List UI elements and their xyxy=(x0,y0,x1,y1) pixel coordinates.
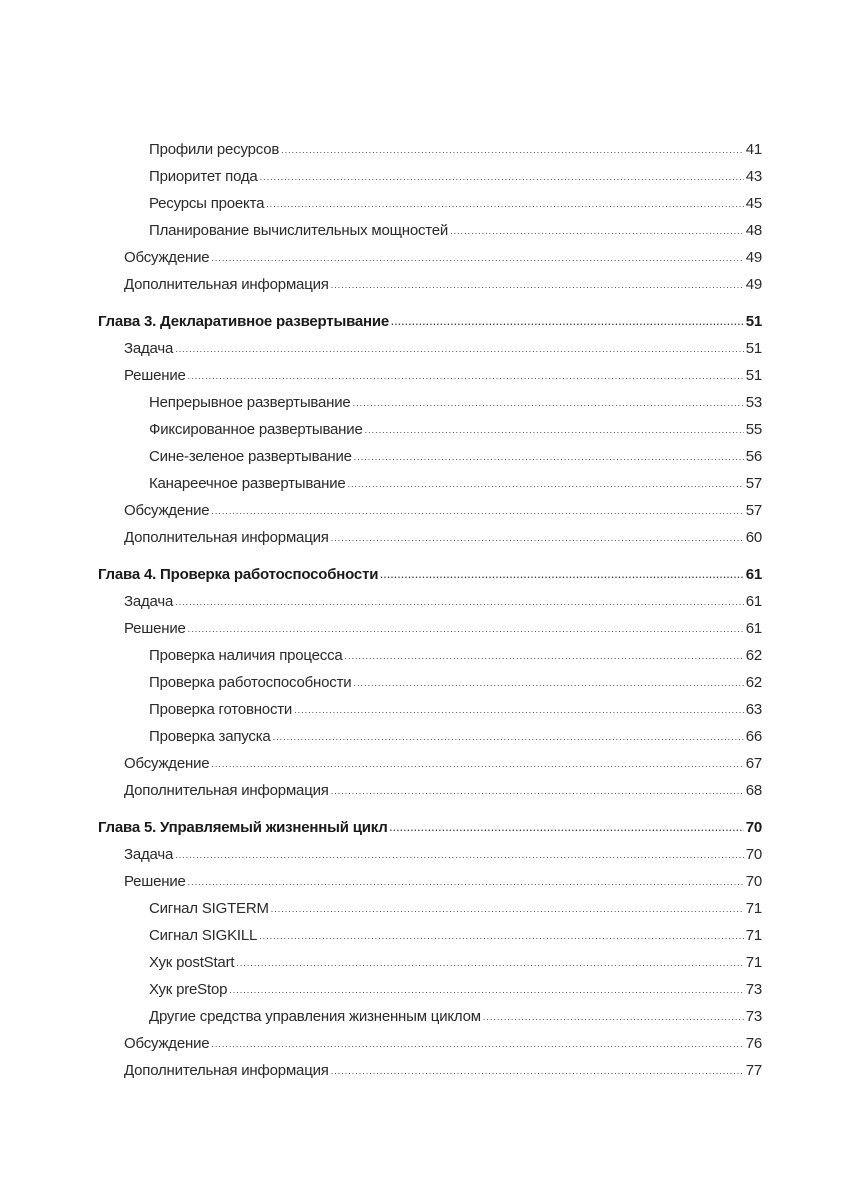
dot-leader xyxy=(188,616,744,643)
dot-leader xyxy=(211,1031,743,1058)
toc-entry-title: Проверка работоспособности xyxy=(149,674,352,691)
dot-leader xyxy=(390,815,744,842)
dot-leader xyxy=(483,1004,744,1031)
toc-page-number: 70 xyxy=(745,873,762,890)
toc-page-number: 51 xyxy=(745,340,762,357)
toc-page-number: 51 xyxy=(745,313,762,330)
toc-page-number: 70 xyxy=(745,846,762,863)
toc-subsection-entry[interactable] xyxy=(98,669,762,696)
chapter-spacer xyxy=(98,298,762,308)
toc-entry-title: Обсуждение xyxy=(124,502,210,519)
toc-entry-title: Планирование вычислительных мощностей xyxy=(149,222,449,239)
toc-section-entry[interactable] xyxy=(98,588,762,615)
toc-entry-title: Проверка запуска xyxy=(149,728,271,745)
toc-entry-title: Хук postStart xyxy=(149,954,235,971)
toc-page-number: 71 xyxy=(745,927,762,944)
toc-entry-title: Сигнал SIGKILL xyxy=(149,927,258,944)
toc-section-entry[interactable] xyxy=(98,1030,762,1057)
toc-page-number: 68 xyxy=(745,782,762,799)
toc-subsection-entry[interactable] xyxy=(98,443,762,470)
dot-leader xyxy=(175,336,744,363)
toc-entry-title: Проверка готовности xyxy=(149,701,293,718)
dot-leader xyxy=(211,498,743,525)
dot-leader xyxy=(188,363,744,390)
toc-page-number: 63 xyxy=(745,701,762,718)
toc-page-number: 57 xyxy=(745,475,762,492)
toc-entry-title: Другие средства управления жизненным циклом xyxy=(149,1008,481,1025)
toc-section-entry[interactable] xyxy=(98,1057,762,1084)
dot-leader xyxy=(281,137,744,164)
dot-leader xyxy=(175,589,744,616)
dot-leader xyxy=(229,977,743,1004)
toc-chapter-entry[interactable] xyxy=(98,814,762,841)
toc-entry-title: Сигнал SIGTERM xyxy=(149,900,269,917)
toc-section-entry[interactable] xyxy=(98,497,762,524)
toc-entry-title: Задача xyxy=(124,846,174,863)
toc-entry-title: Проверка наличия процесса xyxy=(149,647,343,664)
toc-page-number: 57 xyxy=(745,502,762,519)
toc-section-entry[interactable] xyxy=(98,335,762,362)
toc-page-number: 71 xyxy=(745,900,762,917)
dot-leader xyxy=(450,218,744,245)
toc-entry-title: Глава 4. Проверка работоспособности xyxy=(98,566,379,583)
toc-section-entry[interactable] xyxy=(98,750,762,777)
toc-subsection-entry[interactable] xyxy=(98,1003,762,1030)
toc-page-number: 77 xyxy=(745,1062,762,1079)
toc-entry-title: Решение xyxy=(124,873,186,890)
dot-leader xyxy=(211,245,743,272)
toc-page-number: 56 xyxy=(745,448,762,465)
toc-subsection-entry[interactable] xyxy=(98,922,762,949)
toc-subsection-entry[interactable] xyxy=(98,470,762,497)
toc-page-number: 55 xyxy=(745,421,762,438)
dot-leader xyxy=(348,471,744,498)
dot-leader xyxy=(175,842,744,869)
toc-entry-title: Обсуждение xyxy=(124,755,210,772)
dot-leader xyxy=(236,950,743,977)
toc-chapter-entry[interactable] xyxy=(98,308,762,335)
toc-page-number: 49 xyxy=(745,276,762,293)
dot-leader xyxy=(354,444,744,471)
toc-subsection-entry[interactable] xyxy=(98,949,762,976)
chapter-spacer xyxy=(98,551,762,561)
dot-leader xyxy=(259,923,744,950)
toc-page-number: 49 xyxy=(745,249,762,266)
toc-page-number: 61 xyxy=(745,566,762,583)
toc-subsection-entry[interactable] xyxy=(98,163,762,190)
toc-page-number: 66 xyxy=(745,728,762,745)
toc-page-number: 67 xyxy=(745,755,762,772)
toc-page-number: 60 xyxy=(745,529,762,546)
toc-entry-title: Обсуждение xyxy=(124,249,210,266)
toc-entry-title: Приоритет пода xyxy=(149,168,258,185)
dot-leader xyxy=(353,670,743,697)
dot-leader xyxy=(294,697,744,724)
dot-leader xyxy=(331,778,744,805)
toc-entry-title: Хук preStop xyxy=(149,981,228,998)
toc-page-number: 61 xyxy=(745,593,762,610)
toc-section-entry[interactable] xyxy=(98,271,762,298)
toc-entry-title: Канареечное развертывание xyxy=(149,475,346,492)
dot-leader xyxy=(266,191,743,218)
toc-entry-title: Дополнительная информация xyxy=(124,276,329,293)
toc-entry-title: Дополнительная информация xyxy=(124,1062,329,1079)
toc-entry-title: Решение xyxy=(124,620,186,637)
toc-section-entry[interactable] xyxy=(98,841,762,868)
toc-section-entry[interactable] xyxy=(98,524,762,551)
dot-leader xyxy=(380,562,743,589)
toc-page-number: 41 xyxy=(745,141,762,158)
toc-entry-title: Профили ресурсов xyxy=(149,141,280,158)
toc-section-entry[interactable] xyxy=(98,244,762,271)
toc-page-number: 70 xyxy=(745,819,762,836)
dot-leader xyxy=(211,751,743,778)
toc-subsection-entry[interactable] xyxy=(98,976,762,1003)
toc-subsection-entry[interactable] xyxy=(98,642,762,669)
toc-page-number: 48 xyxy=(745,222,762,239)
toc-entry-title: Решение xyxy=(124,367,186,384)
toc-page-number: 51 xyxy=(745,367,762,384)
toc-subsection-entry[interactable] xyxy=(98,416,762,443)
toc-page-number: 62 xyxy=(745,647,762,664)
chapter-spacer xyxy=(98,804,762,814)
toc-subsection-entry[interactable] xyxy=(98,895,762,922)
toc-subsection-entry[interactable] xyxy=(98,389,762,416)
dot-leader xyxy=(271,896,744,923)
toc-subsection-entry[interactable] xyxy=(98,136,762,163)
toc-chapter-entry[interactable] xyxy=(98,561,762,588)
toc-section-entry[interactable] xyxy=(98,615,762,642)
toc-section-entry[interactable] xyxy=(98,777,762,804)
dot-leader xyxy=(331,272,744,299)
toc-page-number: 73 xyxy=(745,1008,762,1025)
toc-entry-title: Задача xyxy=(124,340,174,357)
toc-entry-title: Глава 5. Управляемый жизненный цикл xyxy=(98,819,388,836)
toc-entry-title: Глава 3. Декларативное развертывание xyxy=(98,313,390,330)
toc-entry-title: Фиксированное развертывание xyxy=(149,421,363,438)
toc-subsection-entry[interactable] xyxy=(98,723,762,750)
toc-entry-title: Непрерывное развертывание xyxy=(149,394,351,411)
dot-leader xyxy=(188,869,744,896)
toc-entry-title: Сине-зеленое развертывание xyxy=(149,448,352,465)
toc-page-number: 53 xyxy=(745,394,762,411)
dot-leader xyxy=(260,164,744,191)
dot-leader xyxy=(365,417,744,444)
toc-page-number: 43 xyxy=(745,168,762,185)
dot-leader xyxy=(353,390,744,417)
toc-page-number: 71 xyxy=(745,954,762,971)
dot-leader xyxy=(345,643,744,670)
dot-leader xyxy=(331,525,744,552)
toc-entry-title: Обсуждение xyxy=(124,1035,210,1052)
dot-leader xyxy=(273,724,744,751)
toc-subsection-entry[interactable] xyxy=(98,696,762,723)
toc-page-number: 76 xyxy=(745,1035,762,1052)
table-of-contents xyxy=(98,136,762,1084)
toc-page-number: 73 xyxy=(745,981,762,998)
toc-section-entry[interactable] xyxy=(98,362,762,389)
toc-entry-title: Ресурсы проекта xyxy=(149,195,265,212)
toc-entry-title: Дополнительная информация xyxy=(124,529,329,546)
toc-section-entry[interactable] xyxy=(98,868,762,895)
toc-page-number: 45 xyxy=(745,195,762,212)
dot-leader xyxy=(331,1058,744,1085)
toc-subsection-entry[interactable] xyxy=(98,217,762,244)
toc-page-number: 61 xyxy=(745,620,762,637)
toc-subsection-entry[interactable] xyxy=(98,190,762,217)
dot-leader xyxy=(391,309,744,336)
toc-page-number: 62 xyxy=(745,674,762,691)
toc-entry-title: Дополнительная информация xyxy=(124,782,329,799)
toc-entry-title: Задача xyxy=(124,593,174,610)
